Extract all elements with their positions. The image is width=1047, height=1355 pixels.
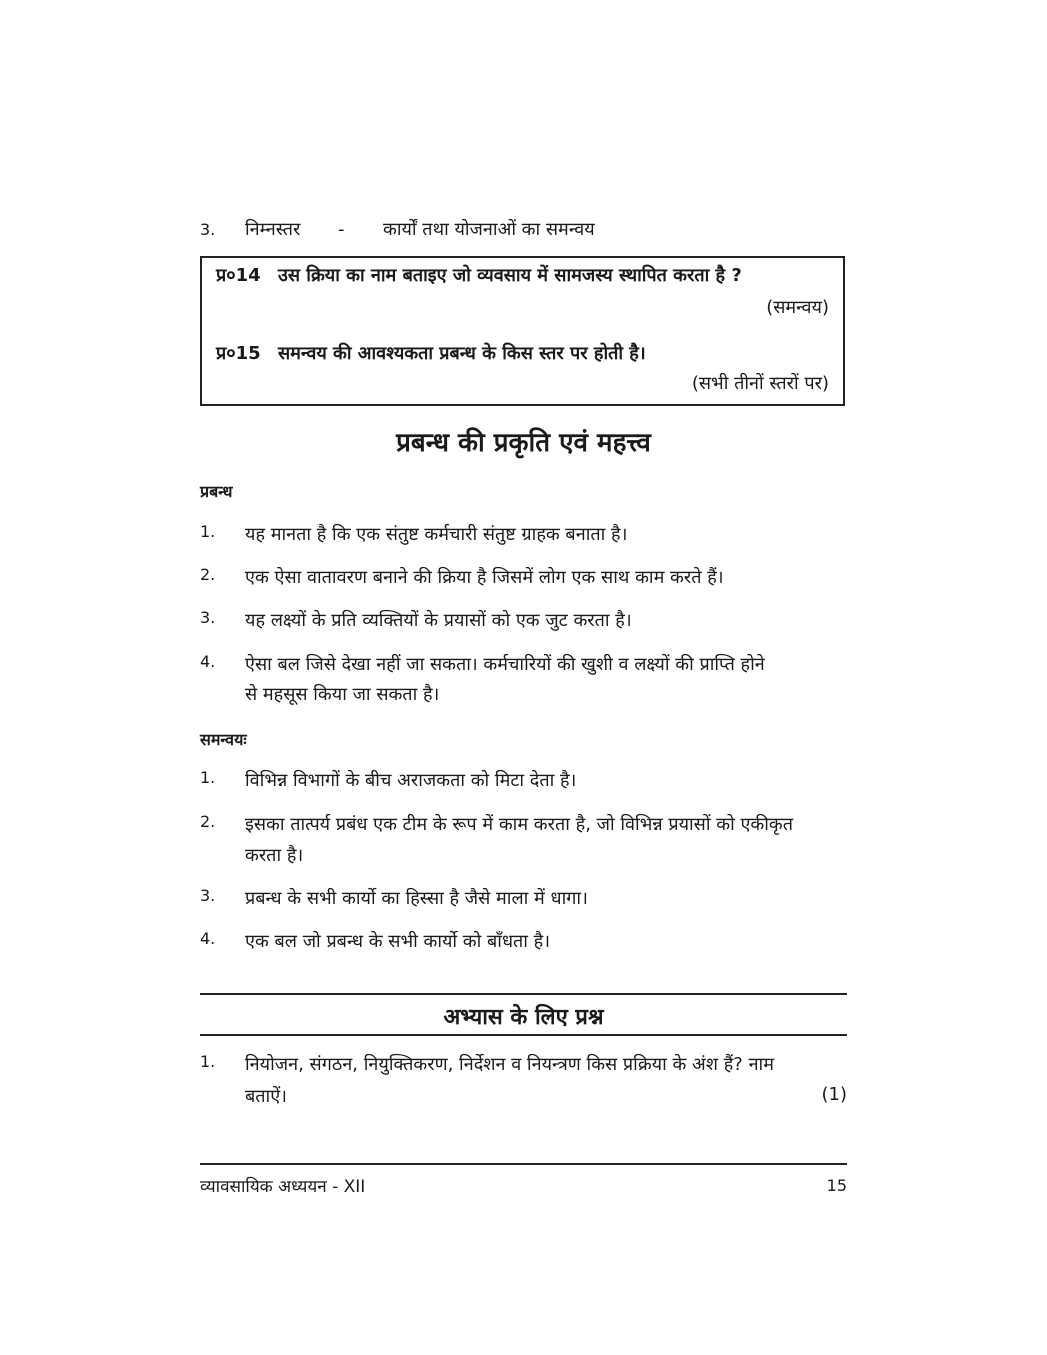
question-marks: (1) [821, 1084, 847, 1105]
item-text: एक बल जो प्रबन्ध के सभी कार्यो को बाँधता है। [245, 931, 551, 952]
q14-label: प्र०14 [216, 265, 261, 286]
practice-question [0, 1052, 1047, 1112]
q15-label: प्र०15 [216, 343, 261, 364]
item-num: 1. [200, 522, 216, 541]
question-num: 1. [200, 1052, 216, 1071]
item-num: 2. [200, 812, 216, 831]
footer-book-title: व्यावसायिक अध्ययन - XII [200, 1177, 366, 1197]
section-title: प्रबन्ध की प्रकृति एवं महत्त्व [396, 428, 651, 458]
list-item [0, 652, 1047, 712]
list-item [0, 768, 1047, 792]
page-number: 15 [826, 1176, 847, 1195]
top-item-num: 3. [200, 220, 216, 239]
item-num: 3. [200, 608, 216, 627]
q15-answer: (सभी तीनों स्तरों पर) [691, 373, 829, 394]
question-text: नियोजन, संगठन, नियुक्तिकरण, निर्देशन व नियन्त्रण किस प्रक्रिया के अंश हैं? नाम [245, 1054, 774, 1075]
item-num: 3. [200, 886, 216, 905]
list-item [0, 608, 1047, 632]
q15-text: समन्वय की आवश्यकता प्रबन्ध के किस स्तर पर होती है। [278, 343, 646, 364]
item-text-cont: करता है। [245, 845, 304, 866]
management-heading: प्रबन्ध [200, 482, 233, 501]
list-item [0, 812, 1047, 872]
item-num: 2. [200, 565, 216, 584]
top-item-dash: - [338, 219, 345, 240]
divider-top [200, 993, 847, 995]
item-num: 1. [200, 768, 216, 787]
item-text: प्रबन्ध के सभी कार्यो का हिस्सा है जैसे माला में धागा। [245, 888, 588, 909]
item-text: यह लक्ष्यों के प्रति व्यक्तियों के प्रयासों को एक जुट करता है। [245, 610, 632, 631]
list-item [0, 522, 1047, 546]
divider-bottom [200, 1034, 847, 1036]
question-box [200, 256, 845, 406]
item-num: 4. [200, 652, 216, 671]
q14-text: उस क्रिया का नाम बताइए जो व्यवसाय में सामजस्य स्थापित करता है ? [278, 265, 742, 286]
item-text: इसका तात्पर्य प्रबंध एक टीम के रूप में काम करता है, जो विभिन्न प्रयासों को एकीकृत [245, 814, 793, 835]
question-text-cont: बताऐं। [245, 1086, 287, 1107]
item-text: यह मानता है कि एक संतुष्ट कर्मचारी संतुष्ट ग्राहक बनाता है। [245, 524, 628, 545]
top-item-label: निम्नस्तर [245, 219, 301, 240]
list-item [0, 886, 1047, 910]
top-item-text: कार्यों तथा योजनाओं का समन्वय [383, 219, 595, 240]
item-text: ऐसा बल जिसे देखा नहीं जा सकता। कर्मचारियों की खुशी व लक्ष्यों की प्राप्ति होने [245, 654, 765, 675]
list-item [0, 929, 1047, 953]
item-num: 4. [200, 929, 216, 948]
q14-answer: (समन्वय) [766, 297, 829, 318]
footer-rule [200, 1163, 847, 1165]
practice-title: अभ्यास के लिए प्रश्न [443, 1005, 604, 1030]
item-text: विभिन्न विभागों के बीच अराजकता को मिटा देता है। [245, 770, 577, 791]
list-item [0, 565, 1047, 589]
item-text: एक ऐसा वातावरण बनाने की क्रिया है जिसमें लोग एक साथ काम करते हैं। [245, 567, 724, 588]
coordination-heading: समन्वयः [200, 730, 247, 749]
item-text-cont: से महसूस किया जा सकता है। [245, 684, 440, 705]
